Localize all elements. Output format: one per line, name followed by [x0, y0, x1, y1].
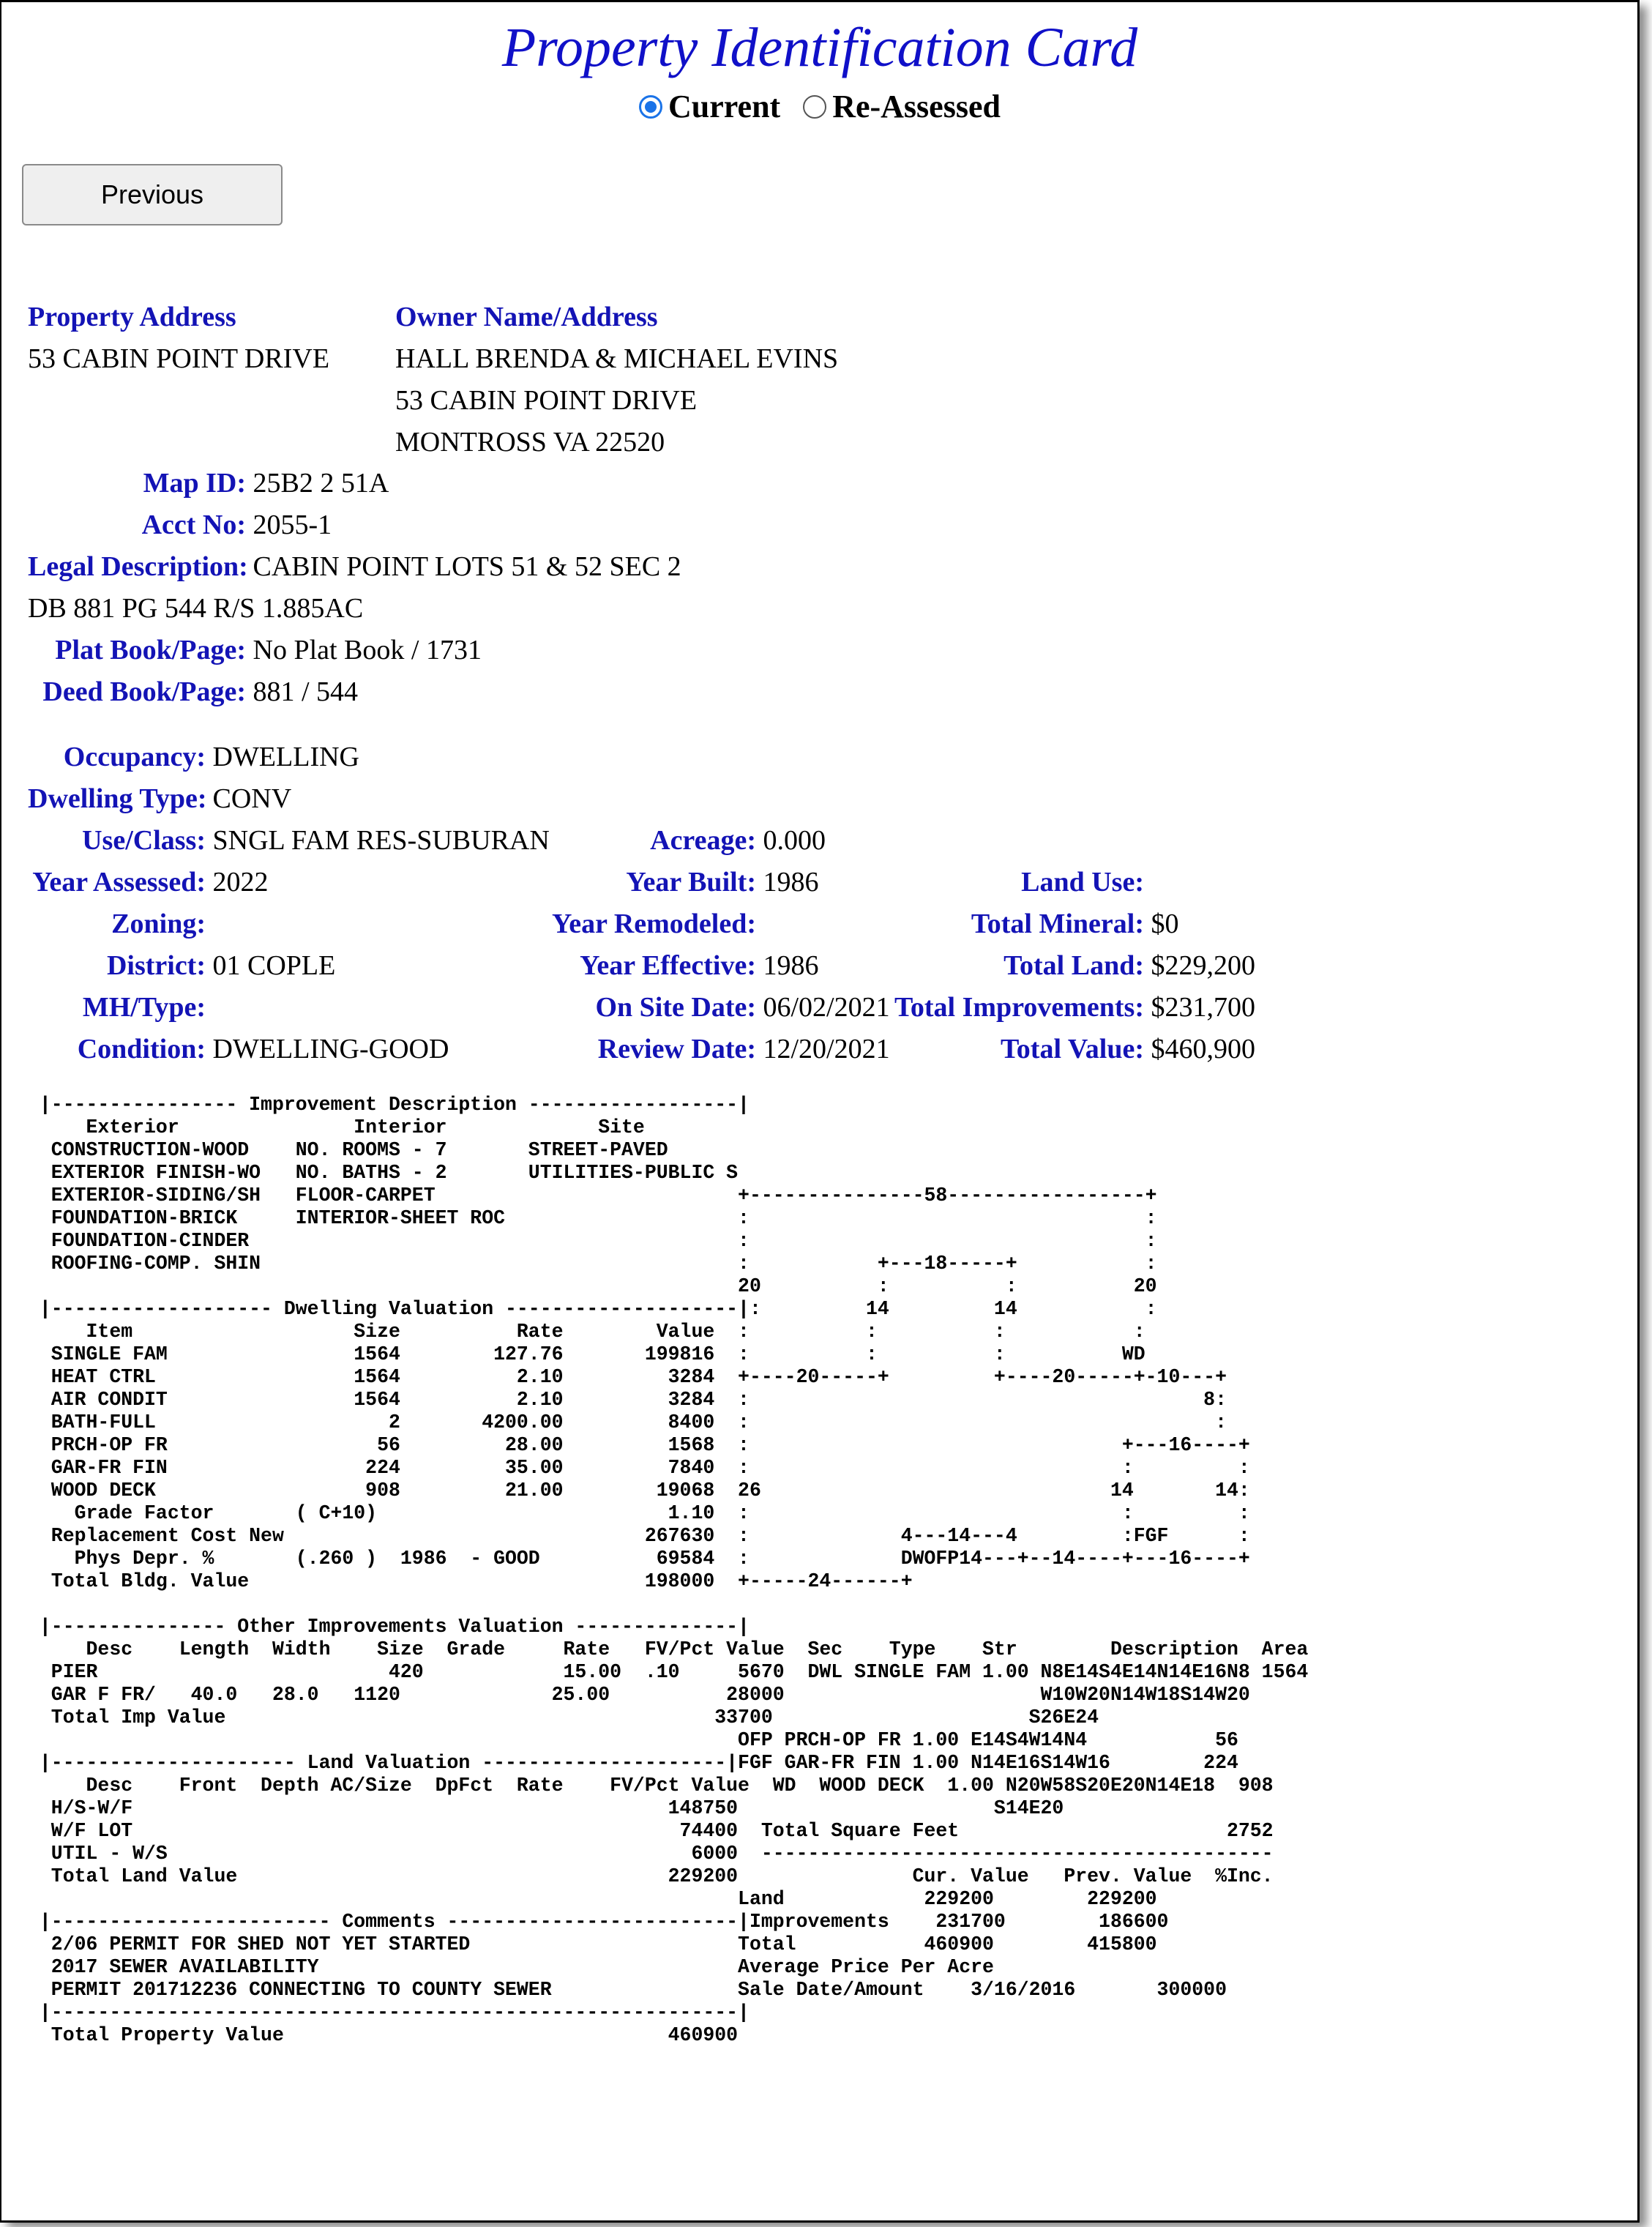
- year-built-value: 1986: [763, 867, 819, 898]
- acct-no-value: 2055-1: [253, 510, 332, 540]
- review-date-label: Review Date:: [597, 1034, 756, 1064]
- plat-book-value: No Plat Book / 1731: [253, 635, 482, 665]
- assessment-radio-group: [0, 88, 1640, 127]
- page-title: Property Identification Card: [501, 17, 1138, 78]
- valuation-report: |---------------- Improvement Description ------------------| Exterior Interior Site CONSTRUCTION-WOOD NO. ROOMS - 7 STREET-PAVED EXTERIOR FINISH-WO NO. BATHS - 2 UTILITIES-PUBLIC S EXTERIOR-SIDING/SH FLOOR-CARPET +---------------58-----------------+ FOUNDATION-BRICK INTERIOR-SHEET ROC : : FOUNDATION-CINDER : : ROOFING-COMP. SHIN : +---18-----+ : 20 : : 20 |------------------- Dwelling Valuation --------------------|: 14 14 : Item Size Rate Value : : : : SINGLE FAM 1564 127.76 199816 : : : WD HEAT CTRL 1564 2.10 3284 +----20-----+ +----20-----+-10---+ AIR CONDIT 1564 2.10 3284 : 8: BATH-FULL 2 4200.00 8400 : : PRCH-OP FR 56 28.00 1568 : +---16----+ GAR-FR FIN 224 35.00 7840 : : : WOOD DECK 908 21.00 19068 26 14 14: Grade Factor ( C+10) 1.10 : : : Replacement Cost New 267630 : 4---14---4 :FGF : Phys Depr. % (.260 ) 1986 - GOOD 69584 : DWOFP14---+--14----+---16----+ Total Bldg. Value 198000 +-----24------+ |--------------- Other Improvements Valuation --------------| Desc Length Width Size Grade Rate FV/Pct Value Sec Type Str Description Area PIER 420 15.00 .10 5670 DWL SINGLE FAM 1.00 N8E14S4E14N14E16N8 1564 GAR F FR/ 40.0 28.0 1120 25.00 28000 W10W20N14W18S14W20 Total Imp Value 33700 S26E24 OFP PRCH-OP FR 1.00 E14S4W14N4 56 |--------------------- Land Valuation ---------------------|FGF GAR-FR FIN 1.00 N14E16S14W16 224 Desc Front Depth AC/Size DpFct Rate FV/Pct Value WD WOOD DECK 1.00 N20W58S20E20N14E18 908 H/S-W/F 148750 S14E20 W/F LOT 74400 Total Square Feet 2752 UTIL - W/S 6000 -------------------------------------------- Total Land Value 229200 Cur. Value Prev. Value %Inc. Land 229200 229200 |------------------------ Comments -------------------------|Improvements 231700 186600 2/06 PERMIT FOR SHED NOT YET STARTED Total 460900 415800 2017 SEWER AVAILABILITY Average Price Per Acre PERMIT 201712236 CONNECTING TO COUNTY SEWER Sale Date/Amount 3/16/2016 300000 |-----------------------------------------------------------| Total Property Value 460900: [39, 1094, 1309, 2046]
- acreage-value: 0.000: [763, 825, 826, 856]
- total-improvements-value: $231,700: [1151, 992, 1255, 1023]
- deed-book-label: Deed Book/Page:: [42, 676, 246, 707]
- radio-reassessed[interactable]: [803, 88, 1001, 125]
- mh-type-label: MH/Type:: [82, 992, 206, 1023]
- year-effective-value: 1986: [763, 950, 819, 981]
- year-built-label: Year Built:: [626, 867, 756, 898]
- property-address-label: Property Address: [28, 302, 236, 332]
- owner-line: HALL BRENDA & MICHAEL EVINS: [395, 343, 839, 374]
- zoning-label: Zoning:: [111, 909, 206, 939]
- property-address-section: [28, 296, 329, 380]
- property-address-value: 53 CABIN POINT DRIVE: [28, 343, 330, 374]
- total-mineral-label: Total Mineral:: [971, 909, 1144, 939]
- total-mineral-value: $0: [1151, 909, 1179, 939]
- total-value-label: Total Value:: [1000, 1034, 1144, 1064]
- plat-book-label: Plat Book/Page:: [55, 635, 246, 665]
- map-id-value: 25B2 2 51A: [253, 468, 389, 499]
- owner-line: MONTROSS VA 22520: [395, 427, 665, 458]
- previous-button[interactable]: Previous: [22, 164, 283, 225]
- year-remodeled-label: Year Remodeled:: [552, 909, 756, 939]
- year-effective-label: Year Effective:: [580, 950, 756, 981]
- use-class-value: SNGL FAM RES-SUBURAN: [212, 825, 550, 856]
- total-value-value: $460,900: [1151, 1034, 1255, 1064]
- condition-label: Condition:: [77, 1034, 206, 1064]
- radio-current[interactable]: [639, 88, 780, 125]
- details-col-1: [28, 736, 550, 1070]
- legal-description-label: Legal Description:: [28, 551, 248, 582]
- acct-no-label: Acct No:: [141, 510, 246, 540]
- dwelling-type-value: CONV: [212, 783, 292, 814]
- legal-description-value: CABIN POINT LOTS 51 & 52 SEC 2: [253, 551, 681, 582]
- district-label: District:: [106, 950, 206, 981]
- year-assessed-label: Year Assessed:: [32, 867, 206, 898]
- land-use-label: Land Use:: [1021, 867, 1144, 898]
- total-improvements-label: Total Improvements:: [894, 992, 1144, 1023]
- radio-reassessed-label: Re-Assessed: [832, 89, 1001, 124]
- occupancy-value: DWELLING: [212, 742, 359, 772]
- details-col-2: [542, 820, 890, 1070]
- deed-book-value: 881 / 544: [253, 676, 359, 707]
- owner-line: 53 CABIN POINT DRIVE: [395, 385, 698, 416]
- occupancy-label: Occupancy:: [63, 742, 206, 772]
- map-id-label: Map ID:: [143, 468, 246, 499]
- on-site-date-label: On Site Date:: [595, 992, 756, 1023]
- district-value: 01 COPLE: [212, 950, 336, 981]
- owner-label: Owner Name/Address: [395, 302, 658, 332]
- identifiers-section: [28, 463, 681, 713]
- legal-description-continued: DB 881 PG 544 R/S 1.885AC: [28, 593, 364, 624]
- year-assessed-value: 2022: [212, 867, 269, 898]
- review-date-value: 12/20/2021: [763, 1034, 890, 1064]
- acreage-label: Acreage:: [650, 825, 756, 856]
- total-land-value: $229,200: [1151, 950, 1255, 981]
- radio-current-label: Current: [668, 89, 781, 124]
- radio-reassessed-indicator[interactable]: [803, 95, 826, 119]
- dwelling-type-label: Dwelling Type:: [28, 783, 207, 814]
- details-col-3: [894, 862, 1255, 1070]
- total-land-label: Total Land:: [1003, 950, 1144, 981]
- use-class-label: Use/Class:: [82, 825, 206, 856]
- condition-value: DWELLING-GOOD: [212, 1034, 449, 1064]
- radio-current-indicator[interactable]: [639, 95, 662, 119]
- owner-section: [395, 296, 838, 463]
- on-site-date-value: 06/02/2021: [763, 992, 890, 1023]
